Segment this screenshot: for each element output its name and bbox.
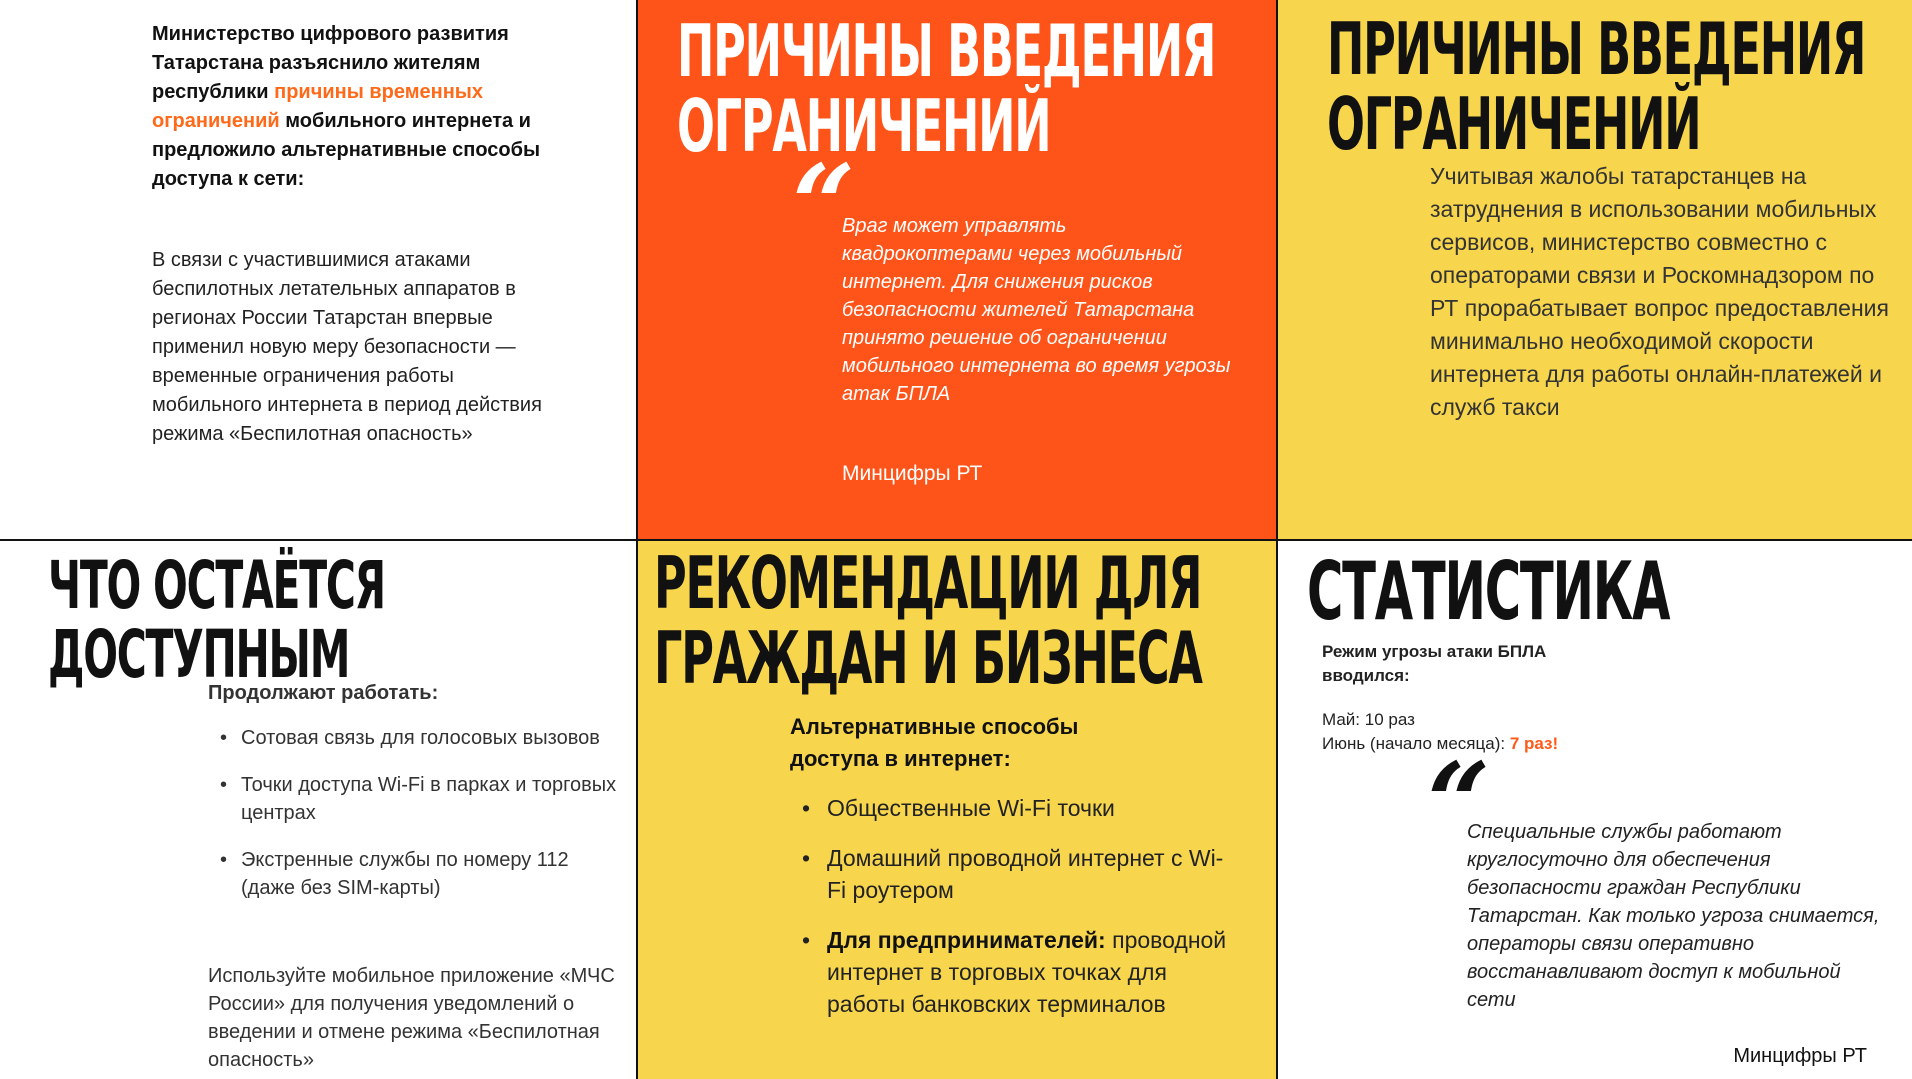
list-item: • Экстренные службы по номеру 112 (даже без SIM-карты) (208, 846, 628, 902)
reasons-detail-panel (1277, 0, 1912, 540)
recommendations-panel (637, 540, 1277, 1079)
statistics-subtitle: Режим угрозы атаки БПЛА вводился: (1322, 642, 1547, 685)
available-title-line2: ДОСТУПНЫМ (48, 615, 350, 693)
reasons-detail-title-line2: ОГРАНИЧЕНИЙ (1327, 81, 1701, 166)
intro-lead (152, 20, 552, 194)
recommendations-subtitle: Альтернативные способы доступа в интернет: (790, 714, 1079, 771)
available-subtitle: Продолжают работать: (208, 682, 439, 704)
recommendations-list (790, 792, 1230, 1038)
quote-source: Минцифры РТ (1733, 1045, 1867, 1067)
list-item: • Общественные Wi-Fi точки (790, 792, 1230, 824)
lead-text-end: мобильного интернета и предложило альтернативные способы доступа к сети: (152, 110, 541, 190)
lead-text-start: Министерство цифрового развития Татарстана разъяснило жителям республики (152, 23, 509, 103)
available-title (48, 547, 385, 693)
vertical-divider (1276, 0, 1278, 1079)
list-item-bold: Для предпринимателей: (827, 927, 1106, 953)
quote-mark-icon: “ (1427, 738, 1491, 867)
lead-highlight: причины временных ограничений (152, 81, 483, 132)
recommendations-title-line2: ГРАЖДАН И БИЗНЕСА (654, 615, 1202, 700)
reasons-quote: Враг может управлять квадрокоптерами через мобильный интернет. Для снижения рисков безопасности жителей Татарстана принято решение об ограничении мобильного интернета во время угрозы атак БПЛА (842, 215, 1231, 405)
vertical-divider (636, 0, 638, 1079)
quote-mark-icon: “ (792, 140, 856, 269)
intro-panel (0, 0, 637, 540)
reasons-title (677, 9, 1216, 168)
stat-june-value: 7 раз! (1509, 734, 1559, 753)
recommendations-title-line1: РЕКОМЕНДАЦИИ ДЛЯ (654, 541, 1202, 625)
reasons-quote-panel (637, 0, 1277, 540)
statistics-panel (1277, 540, 1912, 1079)
intro-body: В связи с участившимися атаками беспилотных летательных аппаратов в регионах России Татарстан впервые применил новую меру безопасности — временные ограничения работы мобильного интернета в период действия режима «Беспилотная опасность» (152, 249, 542, 445)
list-item-rest: проводной интернет в торговых точках для работы банковских терминалов (827, 927, 1227, 1017)
stat-june-label: Июнь (начало месяца): (1322, 734, 1510, 753)
recommendations-title (654, 541, 1202, 700)
horizontal-divider (0, 539, 1912, 541)
available-note: Используйте мобильное приложение «МЧС России» для получения уведомлений о введении и отмене режима «Беспилотная опасность» (208, 965, 615, 1071)
reasons-detail-body: Учитывая жалобы татарстанцев на затруднения в использовании мобильных сервисов, министерство совместно с операторами связи и Роскомнадзором по РТ прорабатывает вопрос предоставления минимально необходимой скорости интернета для работы онлайн-платежей и служб такси (1430, 163, 1889, 420)
available-list (208, 724, 628, 921)
available-services-panel (0, 540, 637, 1079)
reasons-detail-title (1327, 7, 1866, 166)
statistics-title: СТАТИСТИКА (1307, 545, 1670, 638)
reasons-detail-title-line1: ПРИЧИНЫ ВВЕДЕНИЯ (1327, 7, 1866, 91)
list-item: • Точки доступа Wi-Fi в парках и торговых центрах (208, 771, 628, 827)
list-item (790, 924, 1230, 1020)
available-title-line1: ЧТО ОСТАЁТСЯ (48, 547, 385, 624)
list-item: • Сотовая связь для голосовых вызовов (208, 724, 628, 752)
stat-may: Май: 10 раз (1322, 710, 1415, 729)
quote-source: Минцифры РТ (842, 462, 983, 485)
reasons-title-line1: ПРИЧИНЫ ВВЕДЕНИЯ (677, 9, 1216, 93)
statistics-quote: Специальные службы работают круглосуточно для обеспечения безопасности граждан Республики Татарстан. Как только угроза снимается, операторы связи оперативно восстанавливают доступ к мобильной сети (1467, 821, 1880, 1011)
list-item: • Домашний проводной интернет с Wi-Fi роутером (790, 842, 1230, 906)
reasons-title-line2: ОГРАНИЧЕНИЙ (677, 83, 1051, 168)
